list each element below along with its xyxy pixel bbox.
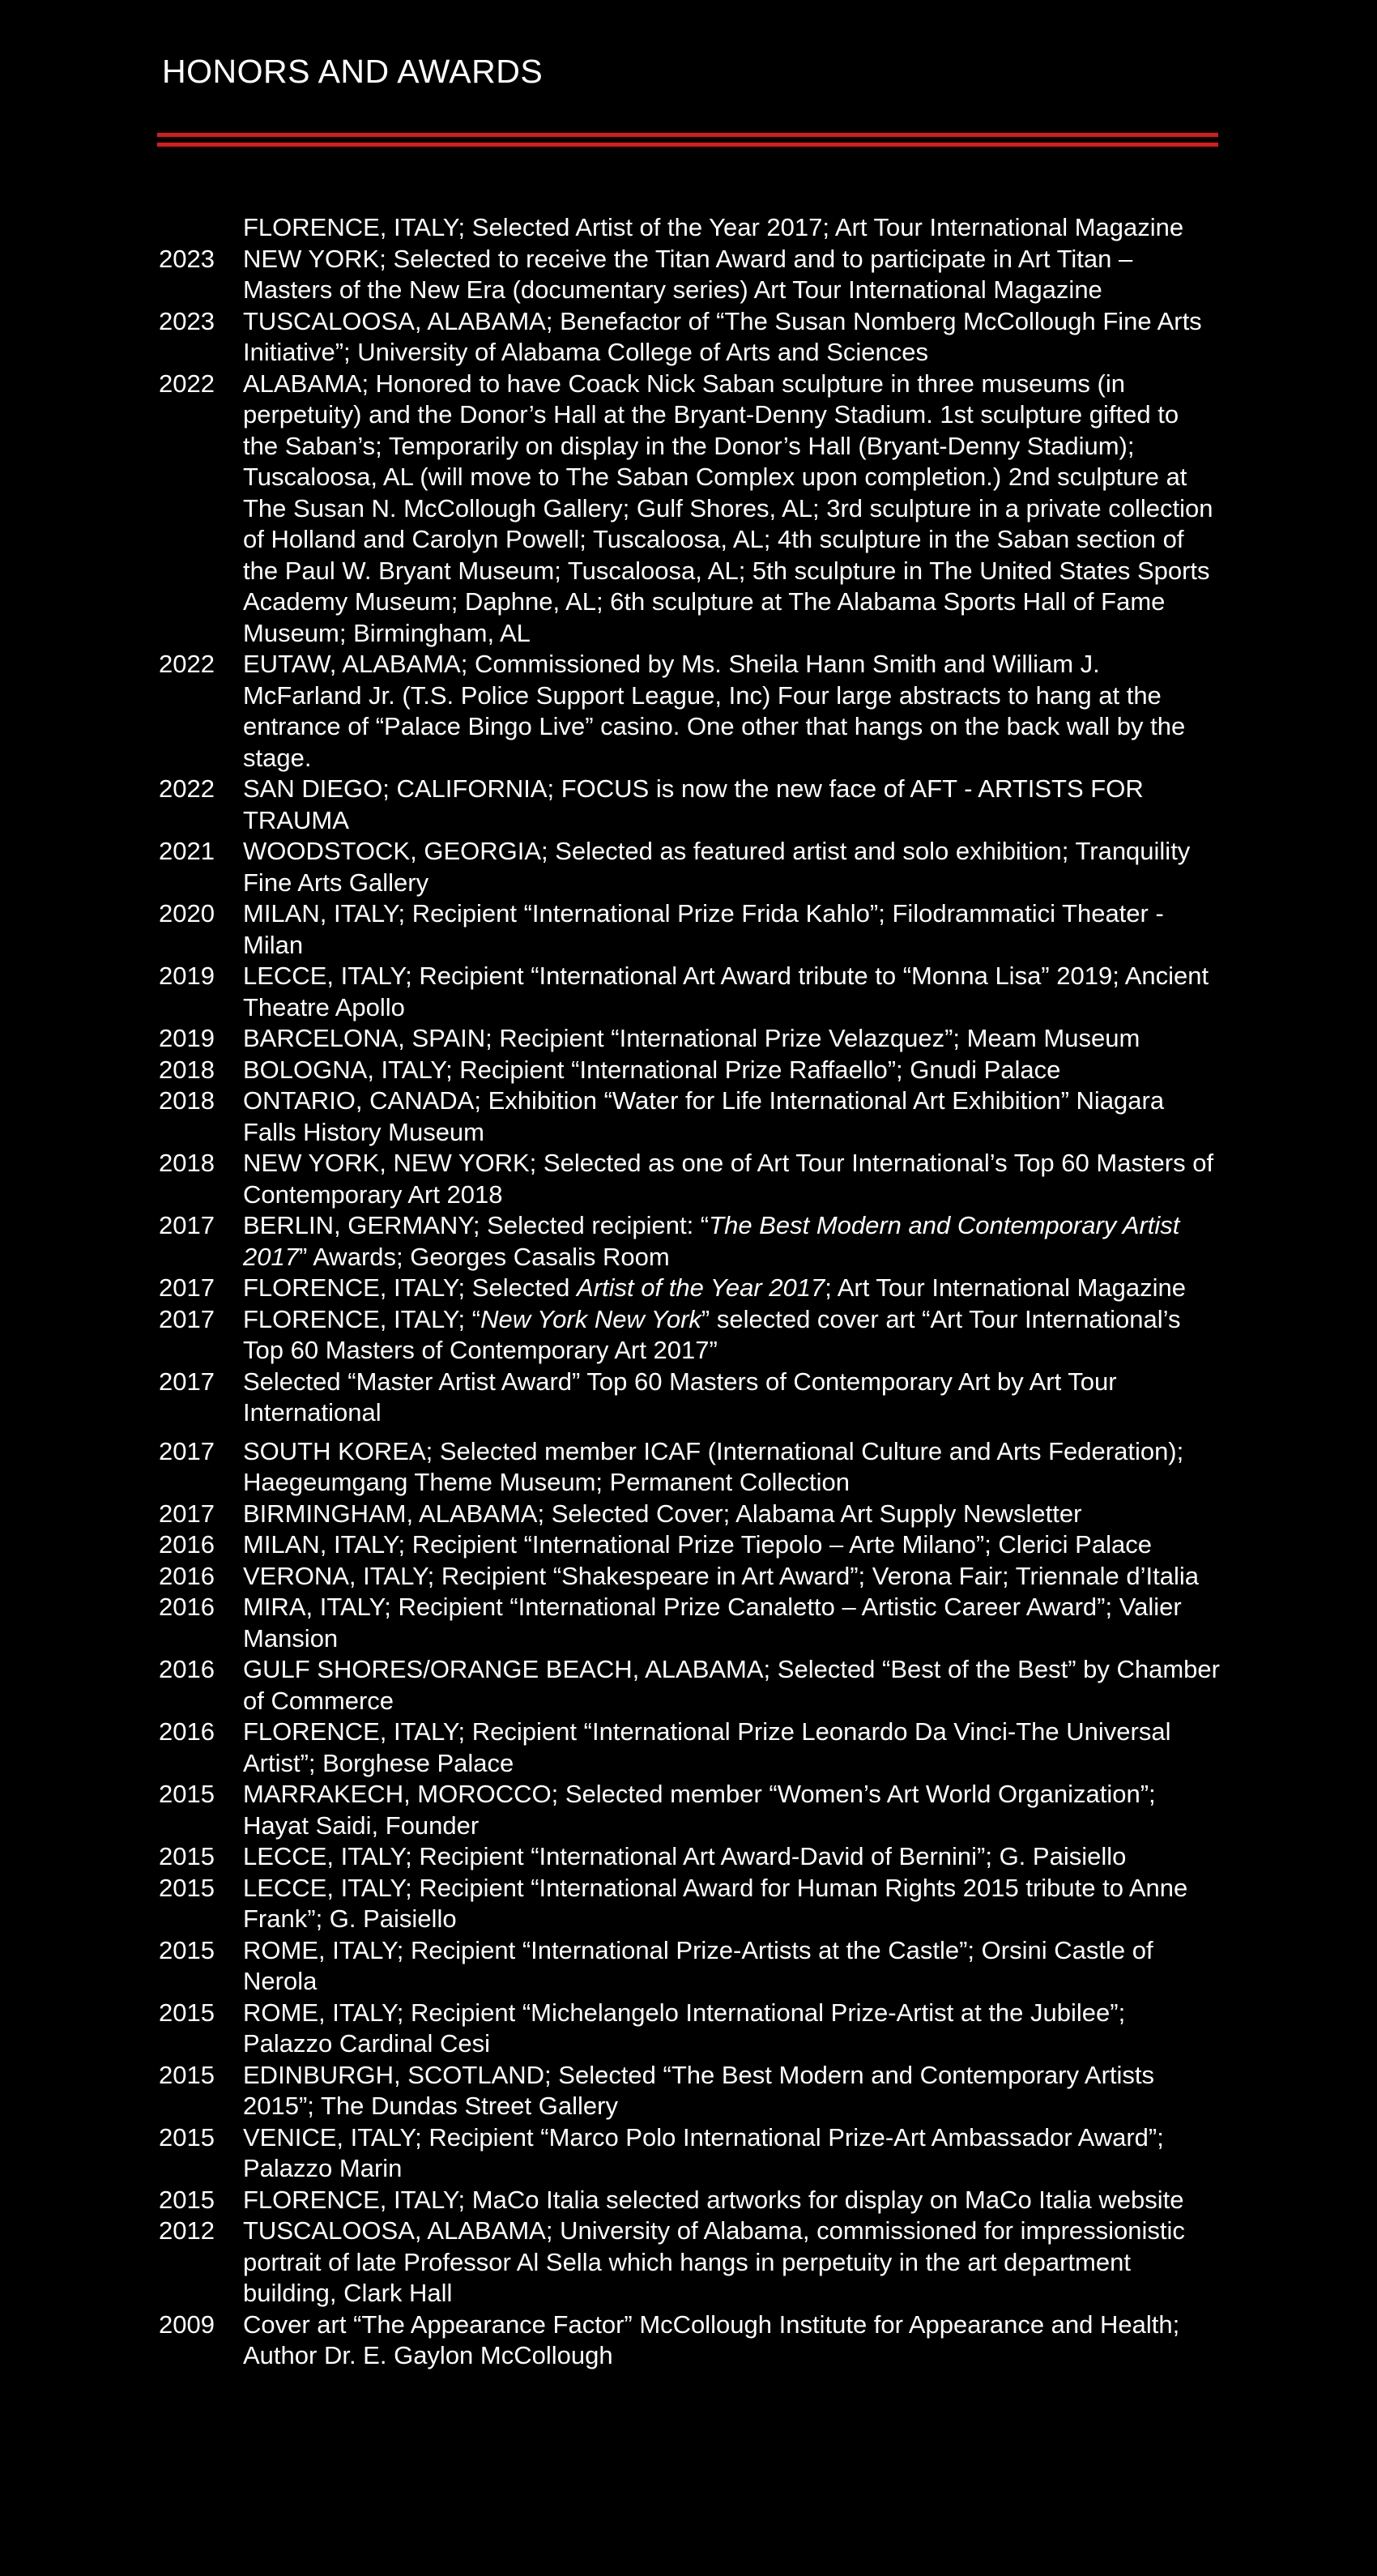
award-entry (159, 1367, 1228, 1429)
award-description: ONTARIO, CANADA; Exhibition “Water for Life International Art Exhibition” Niagara Falls History Museum (243, 1086, 1165, 1146)
award-description: GULF SHORES/ORANGE BEACH, ALABAMA; Selected “Best of the Best” by Chamber of Commerce (243, 1655, 1220, 1715)
award-year: 2017 (159, 1273, 215, 1302)
award-entry (159, 1779, 1228, 1841)
award-year: 2023 (159, 244, 215, 273)
award-year: 2022 (159, 369, 215, 398)
award-entry (159, 649, 1228, 774)
award-italic-title: Artist of the Year 2017 (577, 1273, 825, 1302)
award-year: 2016 (159, 1593, 215, 1621)
award-description: MARRAKECH, MOROCCO; Selected member “Women’s Art World Organization”; Hayat Saidi, Founder (243, 1780, 1156, 1840)
award-year: 2019 (159, 1024, 215, 1052)
award-description: BARCELONA, SPAIN; Recipient “International Prize Velazquez”; Meam Museum (243, 1024, 1140, 1052)
award-entry (159, 2309, 1228, 2372)
award-year: 2017 (159, 1304, 215, 1333)
award-year: 2022 (159, 650, 215, 678)
award-entry (159, 1148, 1228, 1210)
award-entry (159, 1841, 1228, 1873)
award-description: TUSCALOOSA, ALABAMA; Benefactor of “The Susan Nomberg McCollough Fine Arts Initiative”; University of Alabama College of Arts and Sciences (243, 306, 1202, 366)
award-entry (159, 961, 1228, 1023)
award-description: SAN DIEGO; CALIFORNIA; FOCUS is now the new face of AFT - ARTISTS FOR TRAUMA (243, 774, 1144, 834)
award-entry (159, 1935, 1228, 1998)
award-year: 2016 (159, 1561, 215, 1590)
award-year: 2016 (159, 1655, 215, 1683)
award-text-segment: BERLIN, GERMANY; Selected recipient: “ (243, 1211, 710, 1239)
award-entry (159, 2216, 1228, 2309)
title-rule-bottom (157, 143, 1218, 147)
award-text-segment: ” Awards; Georges Casalis Room (298, 1242, 670, 1271)
award-year: 2020 (159, 899, 215, 928)
award-description: EDINBURGH, SCOTLAND; Selected “The Best Modern and Contemporary Artists 2015”; The Dundas Street Gallery (243, 2060, 1155, 2120)
award-year: 2009 (159, 2309, 215, 2339)
award-description: ROME, ITALY; Recipient “International Prize-Artists at the Castle”; Orsini Castle of Nerola (243, 1935, 1153, 1995)
award-text-segment: FLORENCE, ITALY; “ (243, 1304, 481, 1333)
award-description: WOODSTOCK, GEORGIA; Selected as featured artist and solo exhibition; Tranquility Fine Arts Gallery (243, 837, 1191, 897)
award-year: 2019 (159, 962, 215, 990)
award-description: BIRMINGHAM, ALABAMA; Selected Cover; Alabama Art Supply Newsletter (243, 1499, 1082, 1528)
award-description: MILAN, ITALY; Recipient “International Prize Frida Kahlo”; Filodrammatici Theater - Milan (243, 899, 1164, 959)
award-year: 2018 (159, 1055, 215, 1084)
award-year: 2015 (159, 1780, 215, 1808)
award-year: 2015 (159, 1935, 215, 1964)
award-entry (159, 1592, 1228, 1654)
award-year: 2018 (159, 1086, 215, 1115)
award-description: LECCE, ITALY; Recipient “International Art Award tribute to “Monna Lisa” 2019; Ancient Theatre Apollo (243, 962, 1209, 1021)
award-description (243, 1304, 1220, 1367)
award-description: FLORENCE, ITALY; MaCo Italia selected artworks for display on MaCo Italia website (243, 2185, 1184, 2214)
award-entry (159, 1654, 1228, 1717)
award-year: 2015 (159, 2060, 215, 2089)
award-entry (159, 1998, 1228, 2060)
awards-list (159, 212, 1228, 2372)
award-year: 2015 (159, 1842, 215, 1870)
award-entry (159, 2185, 1228, 2216)
award-description: FLORENCE, ITALY; Recipient “International Prize Leonardo Da Vinci-The Universal Artist”; Borghese Palace (243, 1717, 1171, 1777)
award-entry (159, 1304, 1228, 1367)
award-description: EUTAW, ALABAMA; Commissioned by Ms. Sheila Hann Smith and William J. McFarland Jr. (T.S. Police Support League, Inc) Four large abstracts to hang at the entrance of “Palace Bingo Live” casino. One other that hangs on the back wall by the stage. (243, 650, 1186, 772)
award-year: 2017 (159, 1499, 215, 1528)
award-description: LECCE, ITALY; Recipient “International Award for Human Rights 2015 tribute to Anne Frank”; G. Paisiello (243, 1873, 1188, 1933)
award-text-segment: FLORENCE, ITALY; Selected (243, 1273, 578, 1302)
award-description: NEW YORK; Selected to receive the Titan Award and to participate in Art Titan – Masters of the New Era (documentary series) Art Tour International Magazine (243, 244, 1133, 304)
award-year: 2018 (159, 1149, 215, 1177)
award-description: Cover art “The Appearance Factor” McCollough Institute for Appearance and Health; Author Dr. E. Gaylon McCollough (243, 2309, 1180, 2369)
award-entry (159, 212, 1228, 244)
award-description (243, 1273, 1220, 1304)
award-description: TUSCALOOSA, ALABAMA; University of Alabama, commissioned for impressionistic portrait of late Professor Al Sella which hangs in perpetuity in the art department building, Clark Hall (243, 2216, 1185, 2307)
award-entry (159, 1436, 1228, 1499)
award-description: ALABAMA; Honored to have Coack Nick Saban sculpture in three museums (in perpetuity) and the Donor’s Hall at the Bryant-Denny Stadium. 1st sculpture gifted to the Saban’s; Temporarily on display in the Donor’s Hall (Bryant-Denny Stadium); Tuscaloosa, AL (will move to The Saban Complex upon completion.) 2nd sculpture at The Susan N. McCollough Gallery; Gulf Shores, AL; 3rd sculpture in a private collection of Holland and Carolyn Powell; Tuscaloosa, AL; 4th sculpture in the Saban section of the Paul W. Bryant Museum; Tuscaloosa, AL; 5th sculpture in The United States Sports Academy Museum; Daphne, AL; 6th sculpture at The Alabama Sports Hall of Fame Museum; Birmingham, AL (243, 369, 1213, 647)
award-description: LECCE, ITALY; Recipient “International Art Award-David of Bernini”; G. Paisiello (243, 1842, 1127, 1870)
award-entry (159, 1873, 1228, 1935)
award-description: MIRA, ITALY; Recipient “International Prize Canaletto – Artistic Career Award”; Valier Mansion (243, 1593, 1182, 1653)
award-year: 2017 (159, 1367, 215, 1396)
award-entry (159, 369, 1228, 650)
award-entry (159, 1273, 1228, 1304)
award-year: 2021 (159, 837, 215, 865)
award-entry (159, 1561, 1228, 1593)
title-rule-top (157, 133, 1218, 137)
award-year: 2015 (159, 1873, 215, 1902)
award-entry (159, 306, 1228, 369)
award-entry (159, 836, 1228, 898)
award-entry (159, 1717, 1228, 1779)
award-description: MILAN, ITALY; Recipient “International Prize Tiepolo – Arte Milano”; Clerici Palace (243, 1530, 1152, 1559)
page-title: HONORS AND AWARDS (162, 53, 544, 90)
award-description: VENICE, ITALY; Recipient “Marco Polo International Prize-Art Ambassador Award”; Palazzo Marin (243, 2122, 1164, 2182)
award-description: Selected “Master Artist Award” Top 60 Masters of Contemporary Art by Art Tour International (243, 1367, 1117, 1427)
award-text-segment: ; Art Tour International Magazine (825, 1273, 1186, 1302)
award-italic-title: New York New York (480, 1304, 701, 1333)
award-year: 2015 (159, 2185, 215, 2214)
award-year: 2012 (159, 2216, 215, 2245)
award-entry (159, 1499, 1228, 1530)
award-year: 2023 (159, 306, 215, 335)
award-year: 2017 (159, 1436, 215, 1465)
award-description: NEW YORK, NEW YORK; Selected as one of Art Tour International’s Top 60 Masters of Contemporary Art 2018 (243, 1149, 1214, 1209)
award-entry (159, 1055, 1228, 1086)
award-description: ROME, ITALY; Recipient “Michelangelo International Prize-Artist at the Jubilee”; Palazzo Cardinal Cesi (243, 1998, 1126, 2058)
award-year: 2016 (159, 1717, 215, 1746)
award-entry (159, 1529, 1228, 1561)
award-entry (159, 774, 1228, 836)
award-year: 2015 (159, 2122, 215, 2152)
award-text-segment: ” selected cover art “Art Tour International’s Top 60 Masters of Contemporary Art 2017” (243, 1304, 1181, 1364)
award-year: 2017 (159, 1211, 215, 1239)
award-description: FLORENCE, ITALY; Selected Artist of the Year 2017; Art Tour International Magazine (243, 213, 1184, 241)
award-description: SOUTH KOREA; Selected member ICAF (International Culture and Arts Federation); Haegeumgang Theme Museum; Permanent Collection (243, 1436, 1184, 1496)
award-description (243, 1210, 1220, 1273)
award-entry (159, 1210, 1228, 1273)
award-year: 2015 (159, 1998, 215, 2027)
award-year: 2016 (159, 1530, 215, 1559)
award-entry (159, 1023, 1228, 1055)
award-description: VERONA, ITALY; Recipient “Shakespeare in Art Award”; Verona Fair; Triennale d’Italia (243, 1561, 1199, 1590)
award-italic-title: The Best Modern and Contemporary Artist 2017 (243, 1211, 1180, 1271)
award-entry (159, 2122, 1228, 2185)
award-entry (159, 1085, 1228, 1148)
award-entry (159, 244, 1228, 306)
award-year: 2022 (159, 774, 215, 803)
award-entry (159, 898, 1228, 961)
award-entry (159, 2060, 1228, 2122)
award-description: BOLOGNA, ITALY; Recipient “International Prize Raffaello”; Gnudi Palace (243, 1055, 1061, 1084)
